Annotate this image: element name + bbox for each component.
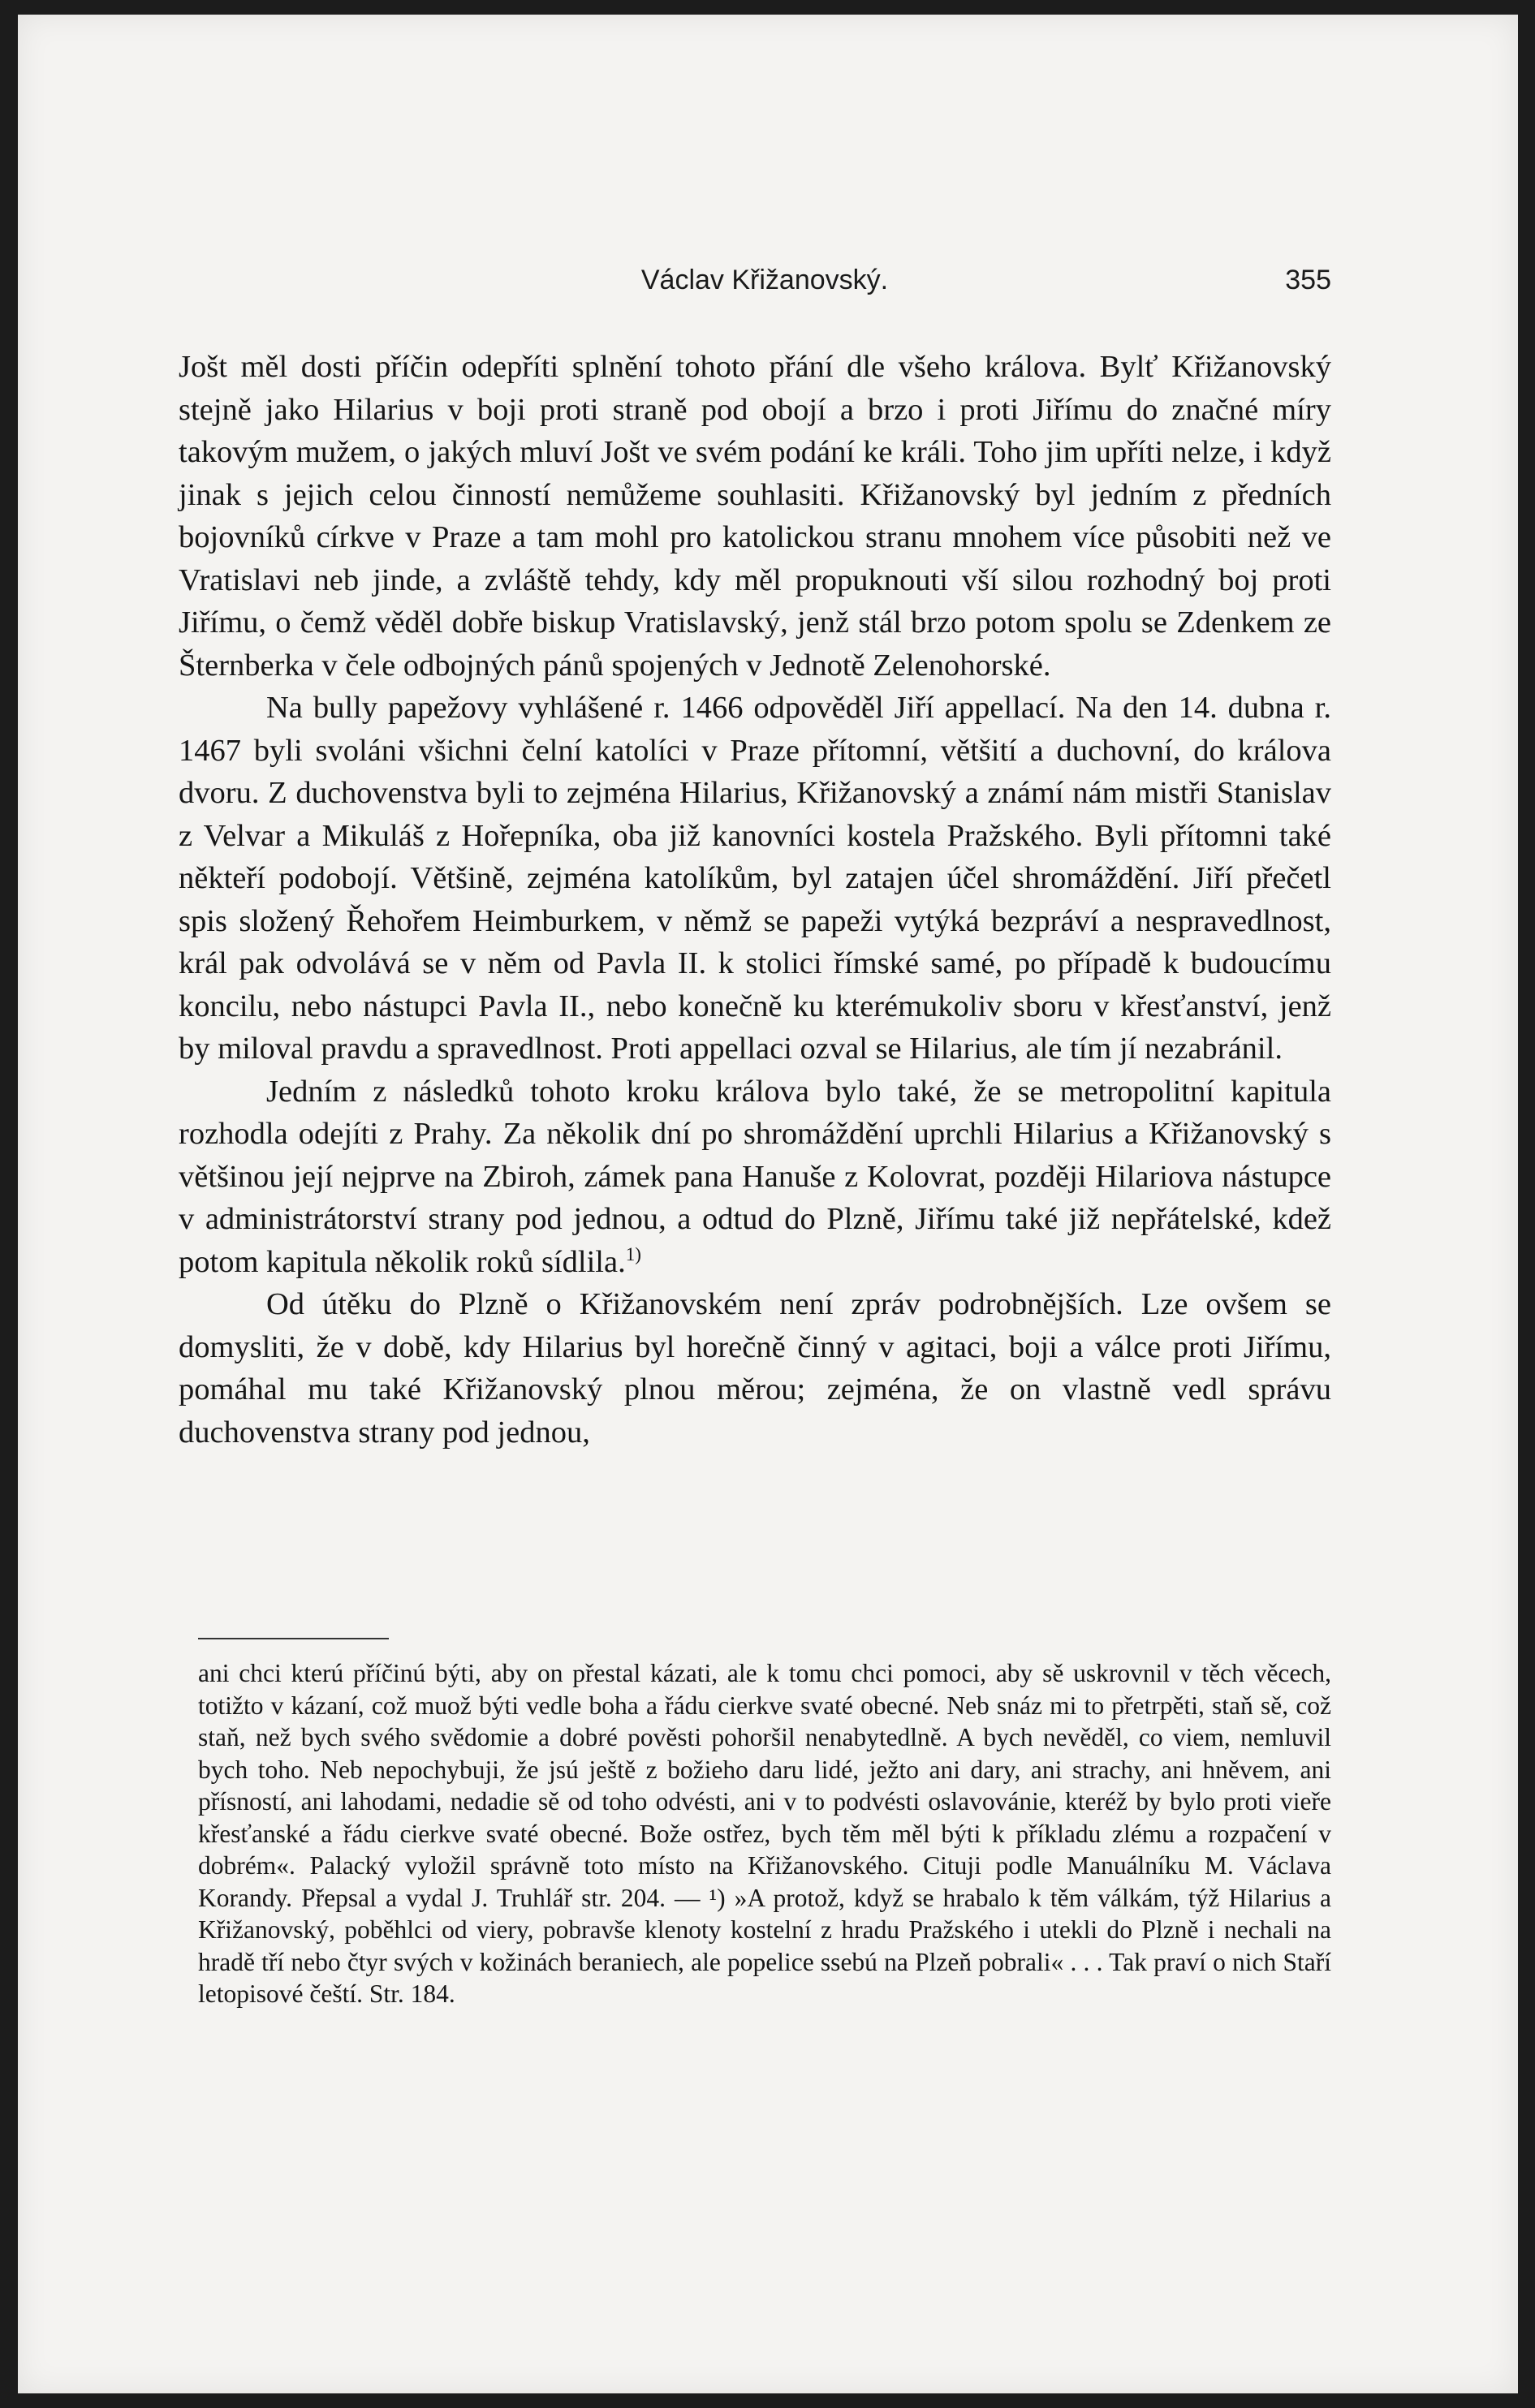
- page-sheet: [18, 15, 1518, 2393]
- paragraph-3: [179, 1070, 1331, 1284]
- paragraph-1: Jošt měl dosti příčin odepříti splnění tohoto přání dle všeho králova. Bylť Křižanovský stejně jako Hilarius v boji proti straně pod obojí a brzo i proti Jiřímu do značné míry takovým mužem, o jakých mluví Jošt ve svém podání ke králi. Toho jim upříti nelze, i když jinak s jejich celou činností nemůžeme souhlasiti. Křižanovský byl jedním z předních bojovníků církve v Praze a tam mohl pro katolickou stranu mnohem více působiti než ve Vratislavi neb jinde, a zvláště tehdy, kdy měl propuknouti vší silou rozhodný boj proti Jiřímu, o čemž věděl dobře biskup Vratislavský, jenž stál brzo potom spolu se Zdenkem ze Šternberka v čele odbojných pánů spojených v Jednotě Zelenohorské.: [179, 350, 1331, 683]
- footnote-divider: [198, 1638, 389, 1639]
- running-header: [198, 265, 1331, 313]
- footnote-text: ani chci kterú příčinú býti, aby on přestal kázati, ale k tomu chci pomoci, aby sě uskrovnil v těch věcech, totižto v kázaní, což muož býti vedle boha a řádu cierkve svaté obecné. Neb snáz mi to přetrpěti, staň sě, což staň, než bych svého svědomie a dobré pověsti pohoršil nenabytedlně. A bych nevěděl, co viem, nemluvil bych toho. Neb nepochybuji, že jsú ještě z božieho daru lidé, ježto ani dary, ani strachy, ani hněvem, ani přísností, ani lahodami, nedadie sě od toho odvésti, ani v to podvésti oslavovánie, kteréž by bylo proti vieře křesťanské a řádu cierkve svaté obecné. Bože ostřez, bych těm měl býti k příkladu zlému a rozpačení v dobrém«. Palacký vyložil správně toto místo na Křižanovského. Cituji podle Manuálníku M. Václava Korandy. Přepsal a vydal J. Truhlář str. 204. — ¹) »A protož, když se hrabalo k těm válkám, týž Hilarius a Křižanovský, poběhlci od viery, pobravše klenoty kostelní z hradu Pražského i utekli do Plzně i nechali na hradě tří nebo čtyr svých v kožinách beraniech, ale popelice ssebú na Plzeň pobrali« . . . Tak praví o nich Staří letopisové čeští. Str. 184.: [198, 1659, 1331, 2008]
- paragraph-4: Od útěku do Plzně o Křižanovském není zpráv podrobnějších. Lze ovšem se domysliti, že v době, kdy Hilarius byl horečně činný v agitaci, boji a válce proti Jiřímu, pomáhal mu také Křižanovský plnou měrou; zejména, že on vlastně vedl správu duchovenstva strany pod jednou,: [179, 1287, 1331, 1450]
- running-title: Václav Křižanovský.: [640, 265, 889, 295]
- paragraph-3-text: Jedním z následků tohoto kroku králova bylo také, že se metropolitní kapitula rozhodla odejíti z Prahy. Za několik dní po shromáždění uprchli Hilarius a Křižanovský s většinou její nejprve na Zbiroh, zámek pana Hanuše z Kolovrat, později Hilariova nástupce v administrátorství strany pod jednou, a odtud do Plzně, Jiřímu také již nepřátelské, kdež potom kapitula několik roků sídlila.: [179, 1074, 1331, 1279]
- page-number: 355: [1285, 265, 1331, 295]
- body-text: [179, 346, 1331, 1454]
- footnotes: [198, 1657, 1331, 2010]
- paragraph-2: Na bully papežovy vyhlášené r. 1466 odpověděl Jiří appellací. Na den 14. dubna r. 1467 byli svoláni všichni čelní katolíci v Praze přítomní, většití a duchovní, do králova dvoru. Z duchovenstva byli to zejména Hilarius, Křižanovský a známí nám mistři Stanislav z Velvar a Mikuláš z Hořepníka, oba již kanovníci kostela Pražského. Byli přítomni také někteří podobojí. Většině, zejména katolíkům, byl zatajen účel shromáždění. Jiří přečetl spis složený Řehořem Heimburkem, v němž se papeži vytýká bezpráví a nespravedlnost, král pak odvolává se v něm od Pavla II. k stolici římské samé, po případě k budoucímu koncilu, nebo nástupci Pavla II., nebo konečně ku kterémukoliv sboru v křesťanství, jenž by miloval pravdu a spravedlnost. Proti appellaci ozval se Hilarius, ale tím jí nezabránil.: [179, 691, 1331, 1066]
- footnote-reference: 1): [625, 1243, 641, 1264]
